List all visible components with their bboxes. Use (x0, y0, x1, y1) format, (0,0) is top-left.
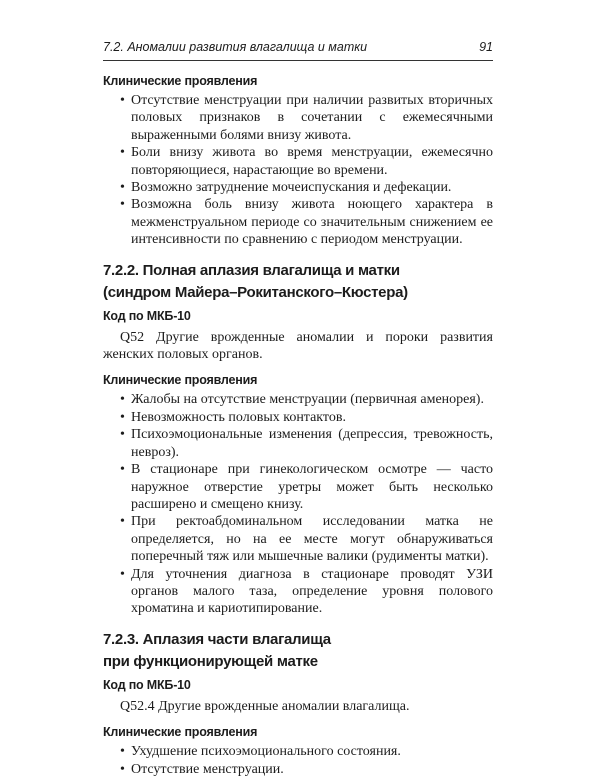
running-title: 7.2. Аномалии развития влагалища и матки (103, 40, 368, 54)
subhead-clinical-manifestations: Клинические проявления (103, 725, 258, 740)
section-heading-7-2-3 (103, 629, 493, 673)
list-item: • В стационаре при гинекологическом осмотре — часто наружное отверстие уретры может быть несколько расширено и смещено книзу. (103, 461, 493, 513)
page-number: 91 (479, 40, 493, 54)
list-item: • Невозможность половых контактов. (103, 409, 493, 426)
list-item: • Жалобы на отсутствие менструации (первичная аменорея). (103, 391, 493, 408)
bullet-list-top (103, 92, 493, 249)
list-item: • Для уточнения диагноза в стационаре проводят УЗИ органов малого таза, определение уровня полового хроматина и кариотипирование. (103, 566, 493, 618)
list-item: • Боли внизу живота во время менструации, ежемесячно повторяющиеся, нарастающие во времени. (103, 144, 493, 179)
running-header (103, 40, 493, 61)
list-item: • Ухудшение психоэмоционального состояния. (103, 743, 493, 760)
bullet-list-7-2-2 (103, 391, 493, 617)
subhead-clinical-manifestations: Клинические проявления (103, 373, 258, 388)
list-item: • Психоэмоциональные изменения (депрессия, тревожность, невроз). (103, 426, 493, 461)
list-item: • Возможно затруднение мочеиспускания и дефекации. (103, 179, 493, 196)
icd-code-label: Код по МКБ-10 (103, 677, 191, 692)
heading-line: 7.2.3. Аплазия части влагалища (103, 630, 331, 648)
heading-line: при функционирующей матке (103, 652, 318, 670)
page-content (103, 72, 493, 778)
icd-code-label: Код по МКБ-10 (103, 308, 191, 323)
list-item: • Отсутствие менструации. (103, 761, 493, 778)
subhead-clinical-manifestations: Клинические проявления (103, 74, 258, 88)
icd-code-text: Q52.4 Другие врожденные аномалии влагалища. (120, 698, 410, 714)
icd-code-text: Q52 Другие врожденные аномалии и пороки развития женских половых органов. (103, 329, 493, 363)
list-item: • При ректоабдоминальном исследовании матка не определяется, но на ее месте могут обнаруживаться поперечный тяж или мышечные валики (рудименты матки). (103, 513, 493, 565)
heading-line: 7.2.2. Полная аплазия влагалища и матки (103, 261, 400, 279)
list-item: • Возможна боль внизу живота ноющего характера в межменструальном периоде со значительным снижением ее интенсивности по сравнению с периодом менструации. (103, 196, 493, 248)
heading-line: (синдром Майера–Рокитанского–Кюстера) (103, 283, 408, 301)
bullet-list-7-2-3 (103, 743, 493, 778)
list-item: • Отсутствие менструации при наличии развитых вторичных половых признаков в сочетании с ежемесячными выраженными болями внизу живота. (103, 92, 493, 144)
section-heading-7-2-2 (103, 260, 493, 304)
